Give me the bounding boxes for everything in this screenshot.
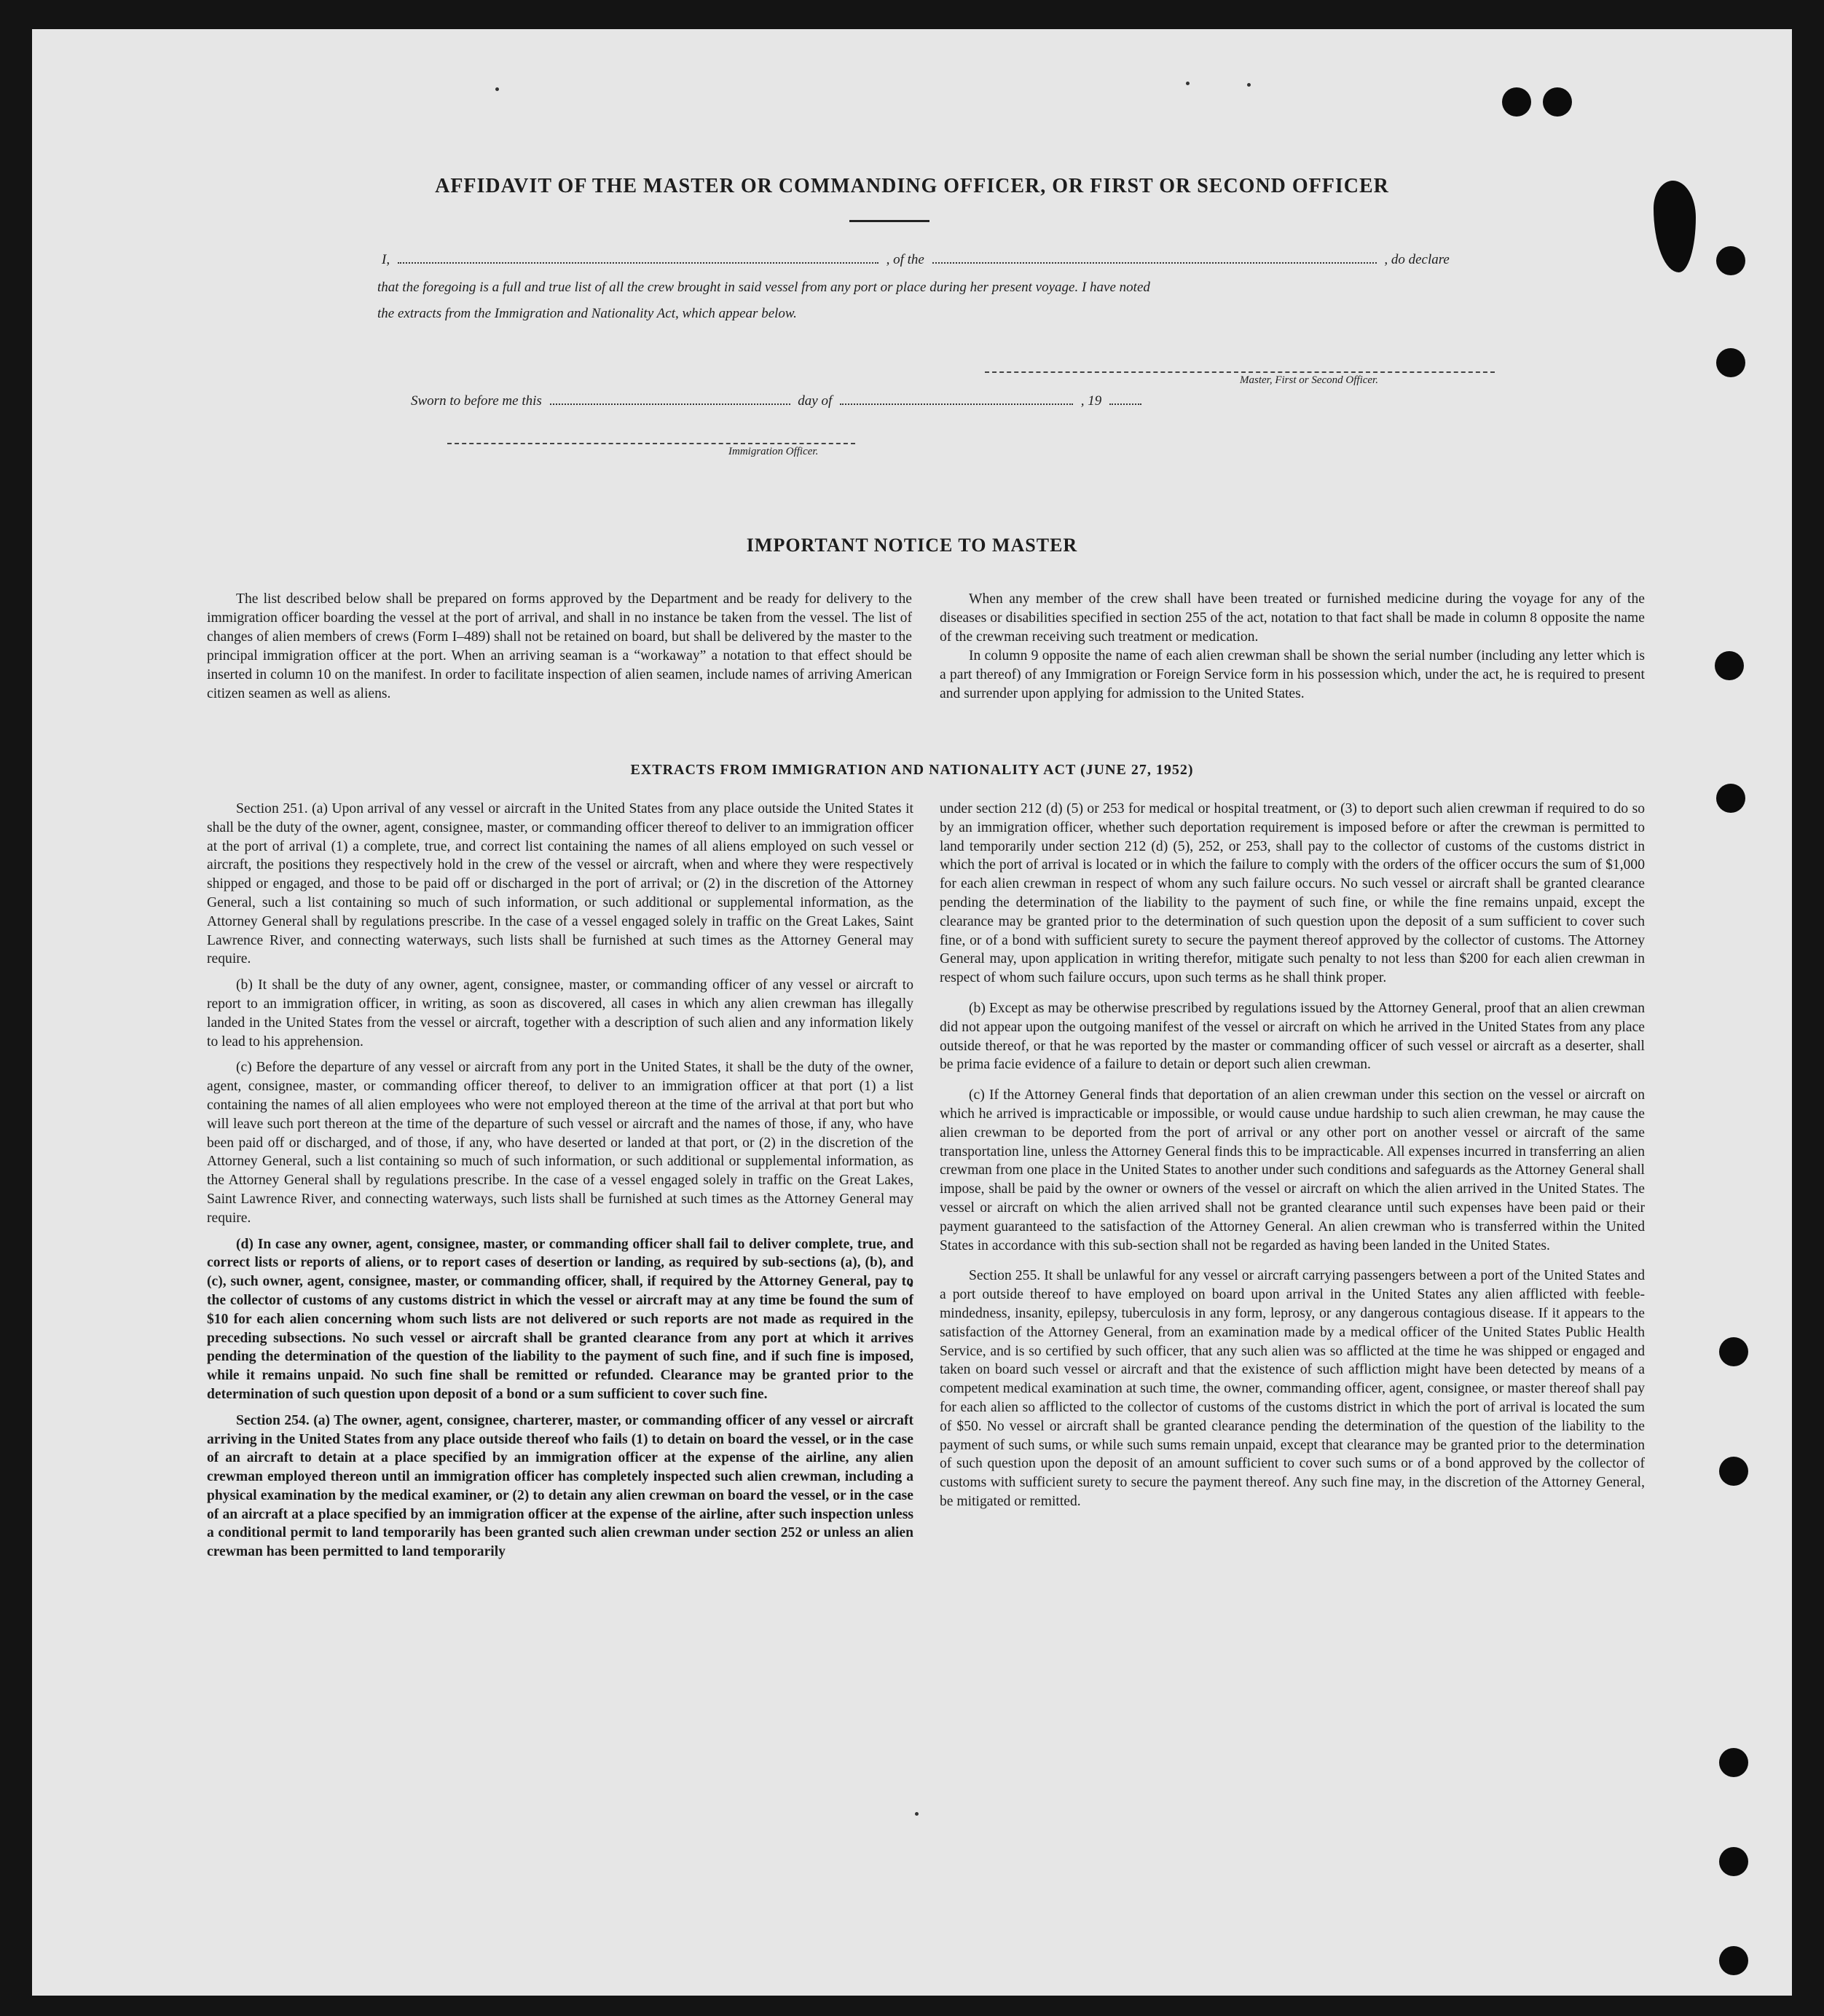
notice-left-column: [207, 590, 912, 704]
document-page: [32, 29, 1792, 1996]
master-signature-caption: Master, First or Second Officer.: [1240, 374, 1378, 386]
notice-paragraph: The list described below shall be prepared on forms approved by the Department and be ready for delivery to the immigration officer boarding the vessel at the port of arrival, and shall in no instance be taken from the vessel. The list of changes of alien members of crews (Form I–489) shall not be retained on board, but shall be delivered by the master to the principal immigration officer at the port. When an arriving seaman is a “workaway” a notation to that effect should be inserted in column 10 on the manifest. In order to facilitate inspection of alien seamen, include names of arriving American citizen seamen as well as aliens.: [207, 591, 912, 701]
section-254a-continued: under section 212 (d) (5) or 253 for medical or hospital treatment, or (3) to deport such alien crewman if required to do so by an immigration officer, whether such deportation requirement is imposed before or after the crewman is permitted to land temporarily under section 212 (d) (5), 252, or 253, shall pay to the collector of customs of the customs district in which the port of arrival is located or in which the failure to comply with the orders of the officer occurs the sum of $1,000 for each alien crewman in respect of whom any such failure occurs. No such vessel or aircraft shall be granted clearance pending the determination of the liability to the payment of such fine, or while the fine remains unpaid, except the clearance may be granted prior to the determination of such question upon the deposit of a sum sufficient to cover such fine, or of a bond with sufficient surety to secure the payment thereof approved by the collector of customs. The Attorney General may, upon application in writing therefor, mitigate such penalty to not less than $200 for each alien crewman in respect of whom such failure occurs, upon such terms as he shall think proper.: [940, 801, 1645, 986]
extracts-title: EXTRACTS FROM IMMIGRATION AND NATIONALITY ACT (JUNE 27, 1952): [630, 762, 1194, 778]
binder-hole: [1502, 87, 1531, 117]
declaration-line: [382, 252, 1450, 268]
declarant-prefix: I,: [382, 252, 390, 267]
speck: [1186, 82, 1190, 85]
binder-hole: [1719, 1748, 1748, 1777]
vessel-prefix: , of the: [886, 252, 924, 267]
section-254a: Section 254. (a) The owner, agent, consignee, charterer, master, or commanding officer of any vessel or aircraft arriving in the United States from any place outside thereof who fails (1) to detain on board the vessel, or in the case of an aircraft to detain at a place specified by an immigration officer at the expense of the airline, any alien crewman employed thereon until an immigration officer has completely inspected such alien crewman, including a physical examination by the medical examiner, or (2) to detain any alien crewman on board the vessel, or in the case of an aircraft at a place specified by an immigration officer at the expense of the airline, after such inspection unless a conditional permit to land temporarily has been granted such alien crewman under section 252 or unless an alien crewman has been permitted to land temporarily: [207, 1412, 913, 1560]
sworn-year: , 19: [1080, 393, 1102, 409]
officer-signature-field[interactable]: [447, 443, 855, 444]
binder-hole: [1716, 348, 1745, 377]
notice-paragraph: When any member of the crew shall have been treated or furnished medicine during the voyage for any of the diseases or disabilities specified in section 255 of the act, notation to that fact shall be made in column 8 opposite the name of the crewman receiving such treatment or medication.: [940, 591, 1645, 645]
section-251c: (c) Before the departure of any vessel or aircraft from any port in the United States, it shall be the duty of the owner, agent, consignee, master, or commanding officer thereof, to deliver to an immigration officer at that port (1) a list containing the names of all alien employees who were not employed thereon at the time of the arrival at that port but who will leave such port thereon at the time of the departure of such vessel or aircraft and the names of those, if any, who have been paid off or discharged, and of those, if any, who have deserted or landed at that port, or (2) in the discretion of the Attorney General, such a list containing so much of such information, or such additional or supplemental information, as the Attorney General shall by regulations prescribe. In the case of a vessel engaged solely in traffic on the Great Lakes, Saint Lawrence River, and connecting waterways, such lists shall be furnished at such times as the Attorney General may require.: [207, 1060, 913, 1226]
declare-suffix: , do declare: [1384, 252, 1450, 267]
binder-hole: [1716, 246, 1745, 275]
section-251a: Section 251. (a) Upon arrival of any vessel or aircraft in the United States from any place outside the United States it shall be the duty of the owner, agent, consignee, master, or commanding officer thereof to deliver to an immigration officer at the port of arrival (1) a complete, true, and correct list containing the names of all aliens employed on such vessel or aircraft, the positions they respectively hold in the crew of the vessel or aircraft, when and where they were respectively shipped or engaged, and those to be paid off or discharged in the port of arrival; or (2) in the discretion of the Attorney General, such a list containing so much of such information, or such additional or supplemental information, as the Attorney General shall by regulations prescribe. In the case of a vessel engaged solely in traffic on the Great Lakes, Saint Lawrence River, and connecting waterways, such lists shall be furnished at such times as the Attorney General may require.: [207, 801, 913, 967]
binder-hole: [1715, 651, 1744, 680]
sworn-month-field[interactable]: [840, 393, 1073, 405]
declaration-text-3: the extracts from the Immigration and Nationality Act, which appear below.: [377, 306, 797, 321]
section-254c: (c) If the Attorney General finds that deportation of an alien crewman under this section on the vessel or aircraft on which he arrived is impracticable or impossible, or would cause undue hardship to such alien crewman, he may cause the alien crewman to be deported from the port of arrival or any other port on another vessel or aircraft of the same transportation line, unless the Attorney General finds this to be impracticable. All expenses incurred in transferring an alien crewman from one place in the United States to another under such conditions and safeguards as the Attorney General shall impose, shall be paid by the owner or owners of the vessel or aircraft on which the alien arrived in the United States. The vessel or aircraft on which the alien arrived shall not be granted clearance until such expenses have been paid or their payment guaranteed to the satisfaction of the Attorney General. An alien crewman who is transferred within the United States in accordance with this sub-section shall not be regarded as having been landed in the United States.: [940, 1087, 1645, 1253]
extracts-left-column: [207, 800, 913, 1562]
declarant-name-field[interactable]: [398, 252, 878, 264]
sworn-year-field[interactable]: [1109, 393, 1141, 405]
binder-hole: [1719, 1337, 1748, 1366]
sworn-day-of: day of: [798, 393, 833, 409]
binder-hole: [1543, 87, 1572, 117]
speck: [915, 1812, 919, 1816]
binder-hole: [1719, 1847, 1748, 1876]
notice-paragraph: In column 9 opposite the name of each alien crewman shall be shown the serial number (including any letter which is a part thereof) of any Immigration or Foreign Service form in his possession which, under the act, he is required to present and surrender upon applying for admission to the United States.: [940, 648, 1645, 701]
speck: [1247, 83, 1251, 87]
sworn-prefix: Sworn to before me this: [411, 393, 542, 409]
affidavit-title: AFFIDAVIT OF THE MASTER OR COMMANDING OFFICER, OR FIRST OR SECOND OFFICER: [435, 175, 1389, 197]
title-underline: [849, 220, 929, 222]
vessel-name-field[interactable]: [932, 252, 1377, 264]
speck: [495, 87, 499, 91]
binder-hole: [1716, 784, 1745, 813]
section-251d: (d) In case any owner, agent, consignee, master, or commanding officer shall fail to deliver complete, true, and correct lists or reports of aliens, or to report cases of desertion or landing, as required by sub-sections (a), (b), and (c), such owner, agent, consignee, master, or commanding officer, shall, if required by the Attorney General, pay to the collector of customs of any customs district in which the vessel or aircraft may at any time be found the sum of $10 for each alien concerning whom such lists are not delivered or such reports are not made as required in the preceding subsections. No such vessel or aircraft shall be granted clearance from any port at which it arrives pending the determination of the question of the liability to the payment of such fine, and if such fine is imposed, while it remains unpaid. No such fine shall be remitted or refunded. Clearance may be granted prior to the determination of such question upon deposit of a bond or a sum sufficient to cover such fine.: [207, 1236, 913, 1402]
extracts-right-column: [940, 800, 1645, 1511]
section-255: Section 255. It shall be unlawful for any vessel or aircraft carrying passengers between a port of the United States and a port outside thereof to have employed on board upon arrival in the United States any alien afflicted with feeble-mindedness, insanity, epilepsy, tuberculosis in any form, leprosy, or any dangerous contagious disease. If it appears to the satisfaction of the Attorney General, from an examination made by a medical officer of the United States Public Health Service, and is so certified by such officer, that any such alien was so afflicted at the time he was shipped or engaged and taken on board such vessel or aircraft and that the existence of such affliction might have been detected by means of a competent medical examination at such time, the owner, commanding officer, agent, consignee, or master thereof shall pay for each alien so afflicted to the collector of customs of the customs district in which the port of arrival is located the sum of $50. No vessel or aircraft shall be granted clearance pending the determination of the question of the liability to the payment of such sums, or while such sums remain unpaid, except that clearance may be granted prior to the determination of such question upon the deposit of an amount sufficient to cover such sums or of a bond approved by the collector of customs with sufficient surety to secure the payment thereof. Any such fine may, in the discretion of the Attorney General, be mitigated or remitted.: [940, 1268, 1645, 1509]
master-signature-field[interactable]: [985, 371, 1495, 373]
section-251b: (b) It shall be the duty of any owner, agent, consignee, master, or commanding officer of any vessel or aircraft to report to an immigration officer, in writing, as soon as discovered, all cases in which any alien crewman has illegally landed in the United States from the vessel or aircraft, together with a description of such alien and any information likely to lead to his apprehension.: [207, 977, 913, 1050]
notice-title: IMPORTANT NOTICE TO MASTER: [746, 535, 1078, 556]
declaration-text-2: that the foregoing is a full and true list of all the crew brought in said vessel from any port or place during her present voyage. I have noted: [377, 280, 1150, 295]
sworn-line: [411, 393, 1146, 409]
sworn-day-field[interactable]: [550, 393, 790, 405]
binder-hole: [1719, 1946, 1748, 1975]
bold-sections: [207, 1235, 913, 1562]
officer-signature-caption: Immigration Officer.: [728, 446, 819, 457]
binder-hole: [1719, 1457, 1748, 1486]
notice-right-column: [940, 590, 1645, 704]
section-254b: (b) Except as may be otherwise prescribed by regulations issued by the Attorney General, proof that an alien crewman did not appear upon the outgoing manifest of the vessel or aircraft on which he arrived in the United States from any place outside thereof, or that he was reported by the master or commanding officer of such vessel or aircraft as a deserter, shall be prima facie evidence of a failure to detain or deport such alien crewman.: [940, 1000, 1645, 1073]
